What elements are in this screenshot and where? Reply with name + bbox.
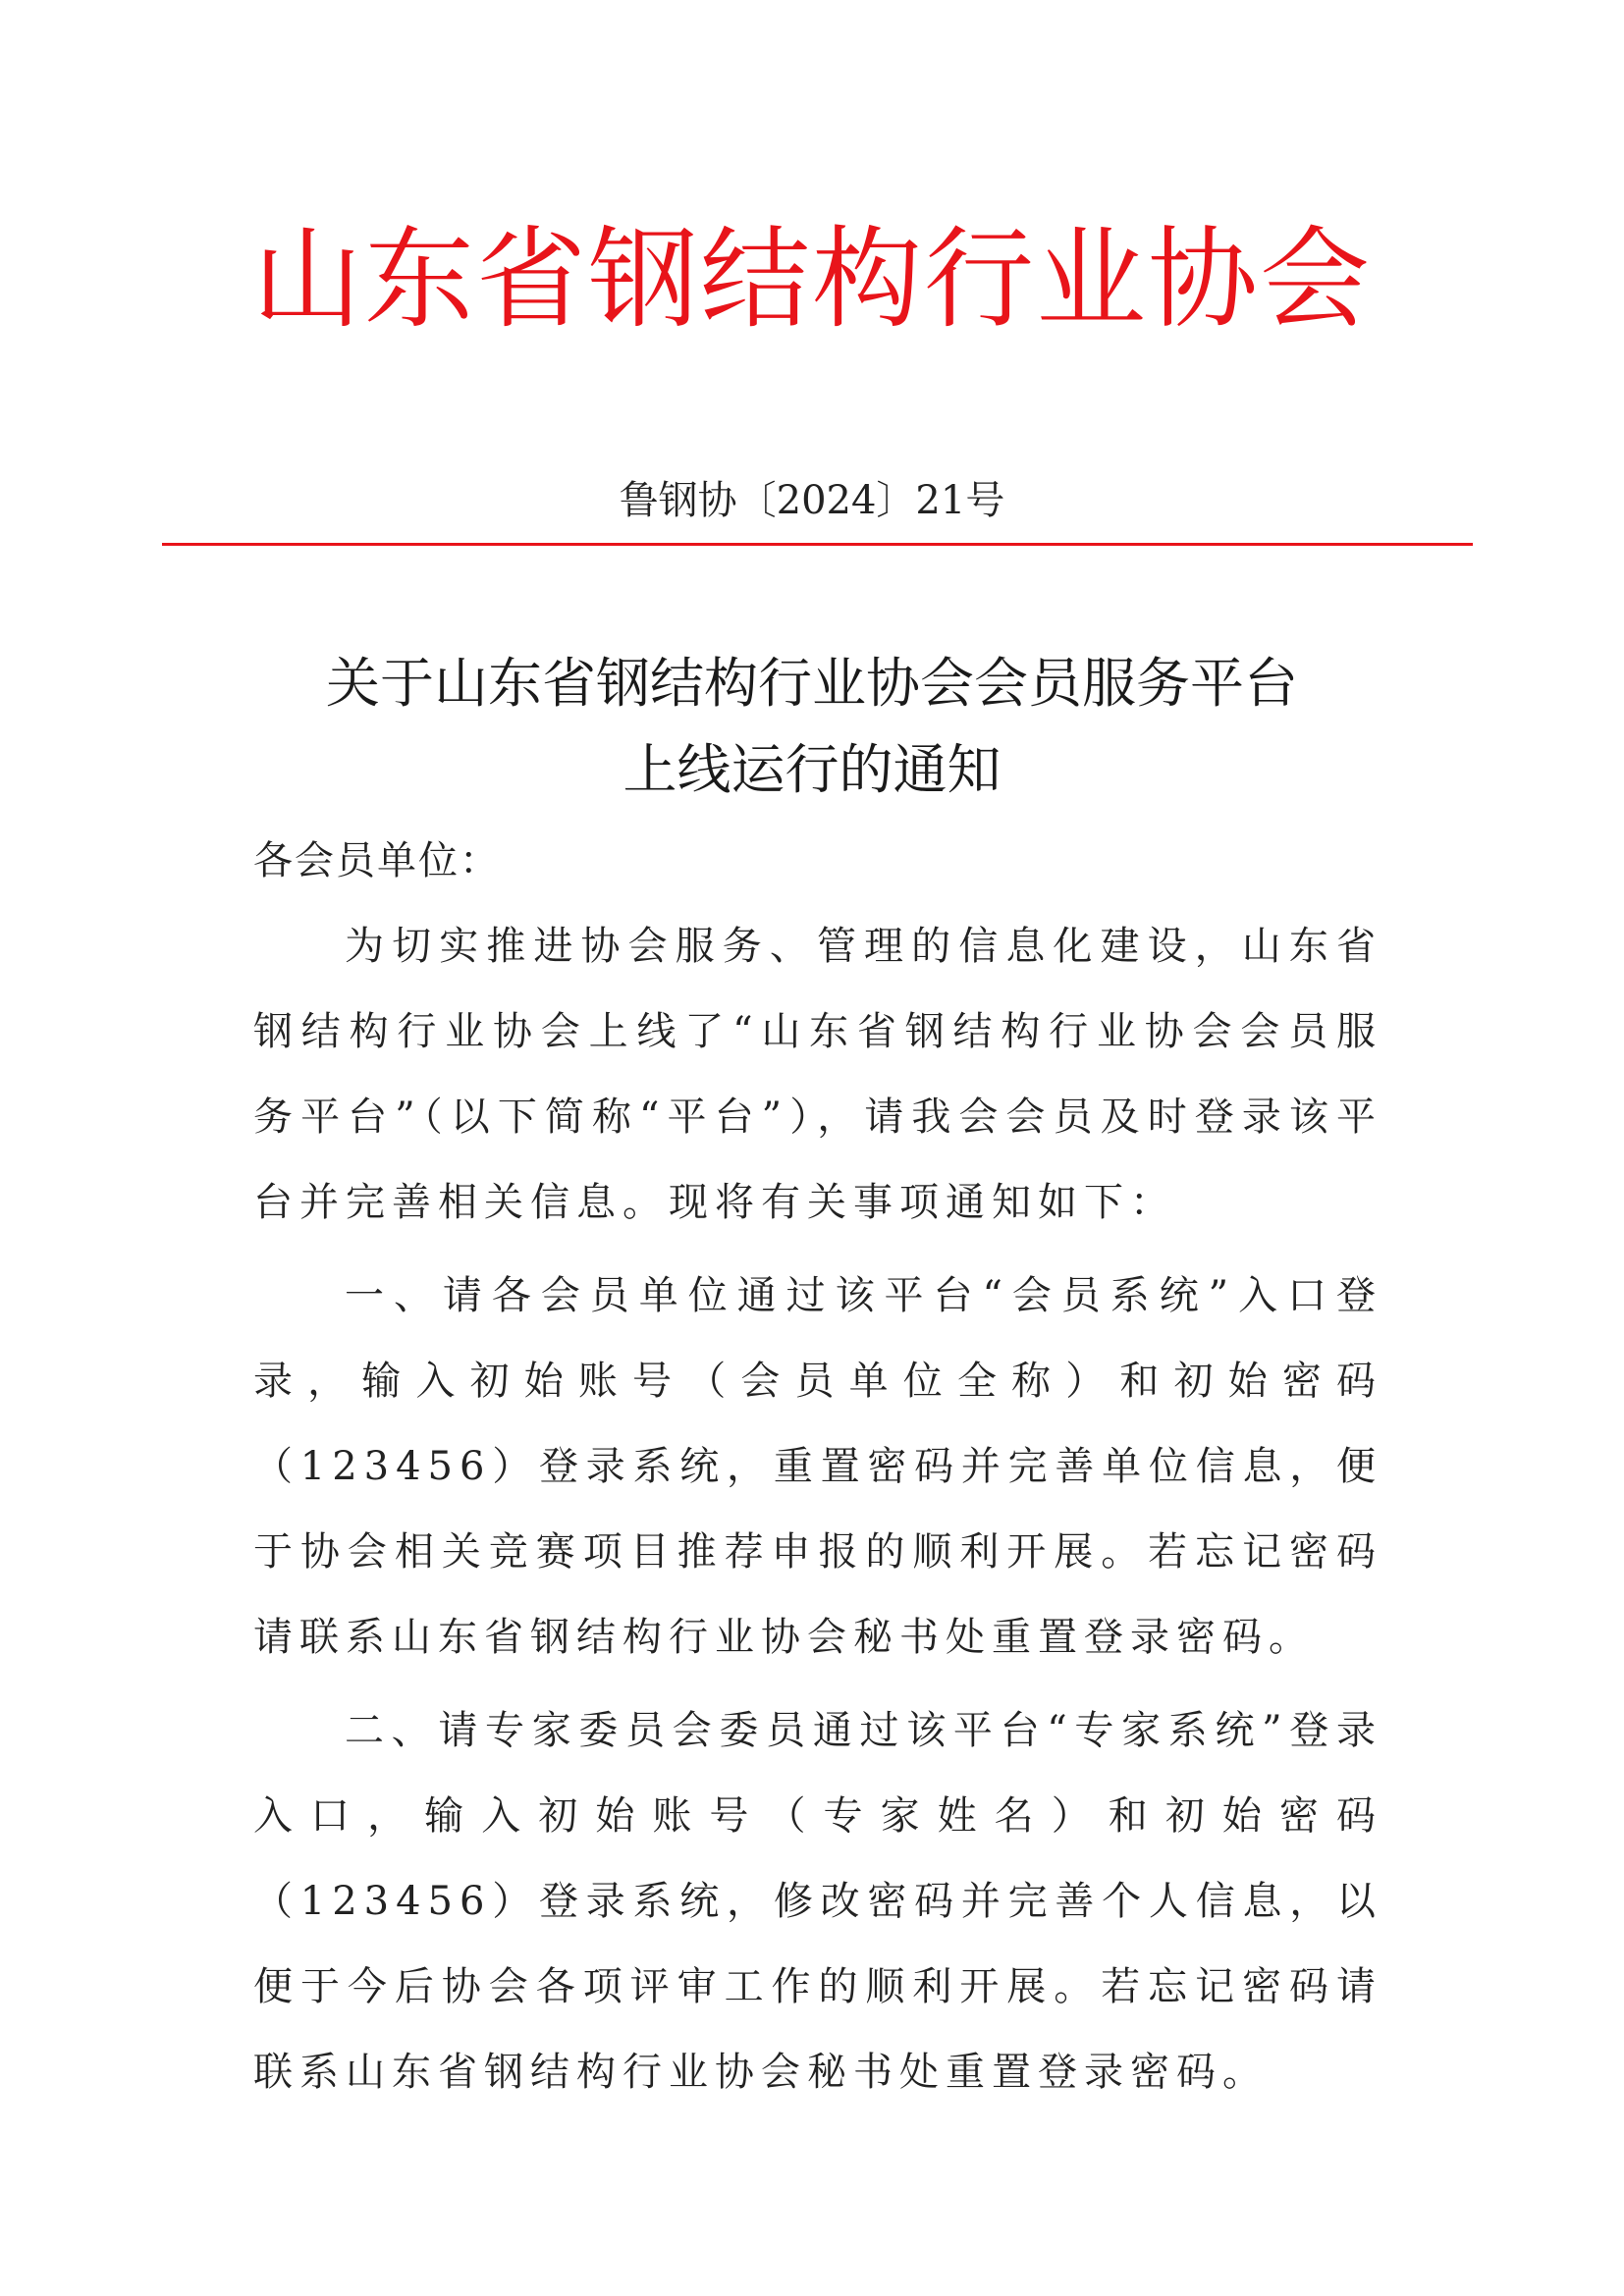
document-number: 鲁钢协〔2024〕21号	[619, 478, 1005, 523]
notice-title-line-1: 关于山东省钢结构行业协会会员服务平台	[325, 652, 1298, 715]
notice-body	[253, 819, 1382, 2115]
organization-header: 山东省钢结构行业协会	[252, 216, 1372, 344]
salutation: 各会员单位：	[253, 838, 501, 883]
item-two-paragraph: 二、请专家委员会委员通过该平台“专家系统”登录入口，输入初始账号（专家姓名）和初始密码（123456）登录系统，修改密码并完善个人信息，以便于今后协会各项评审工作的顺利开展。若忘记密码请联系山东省钢结构行业协会秘书处重置登录密码。	[253, 1708, 1382, 2095]
red-divider-line	[162, 543, 1473, 546]
item-one-paragraph: 一、请各会员单位通过该平台“会员系统”入口登录，输入初始账号（会员单位全称）和初始密码（123456）登录系统，重置密码并完善单位信息，便于协会相关竞赛项目推荐申报的顺利开展。若忘记密码请联系山东省钢结构行业协会秘书处重置登录密码。	[253, 1273, 1382, 1660]
intro-paragraph: 为切实推进协会服务、管理的信息化建设，山东省钢结构行业协会上线了“山东省钢结构行业协会会员服务平台”（以下简称“平台”），请我会会员及时登录该平台并完善相关信息。现将有关事项通知如下：	[253, 924, 1382, 1225]
notice-title-line-2: 上线运行的通知	[623, 738, 1001, 801]
notice-title	[0, 640, 1624, 813]
